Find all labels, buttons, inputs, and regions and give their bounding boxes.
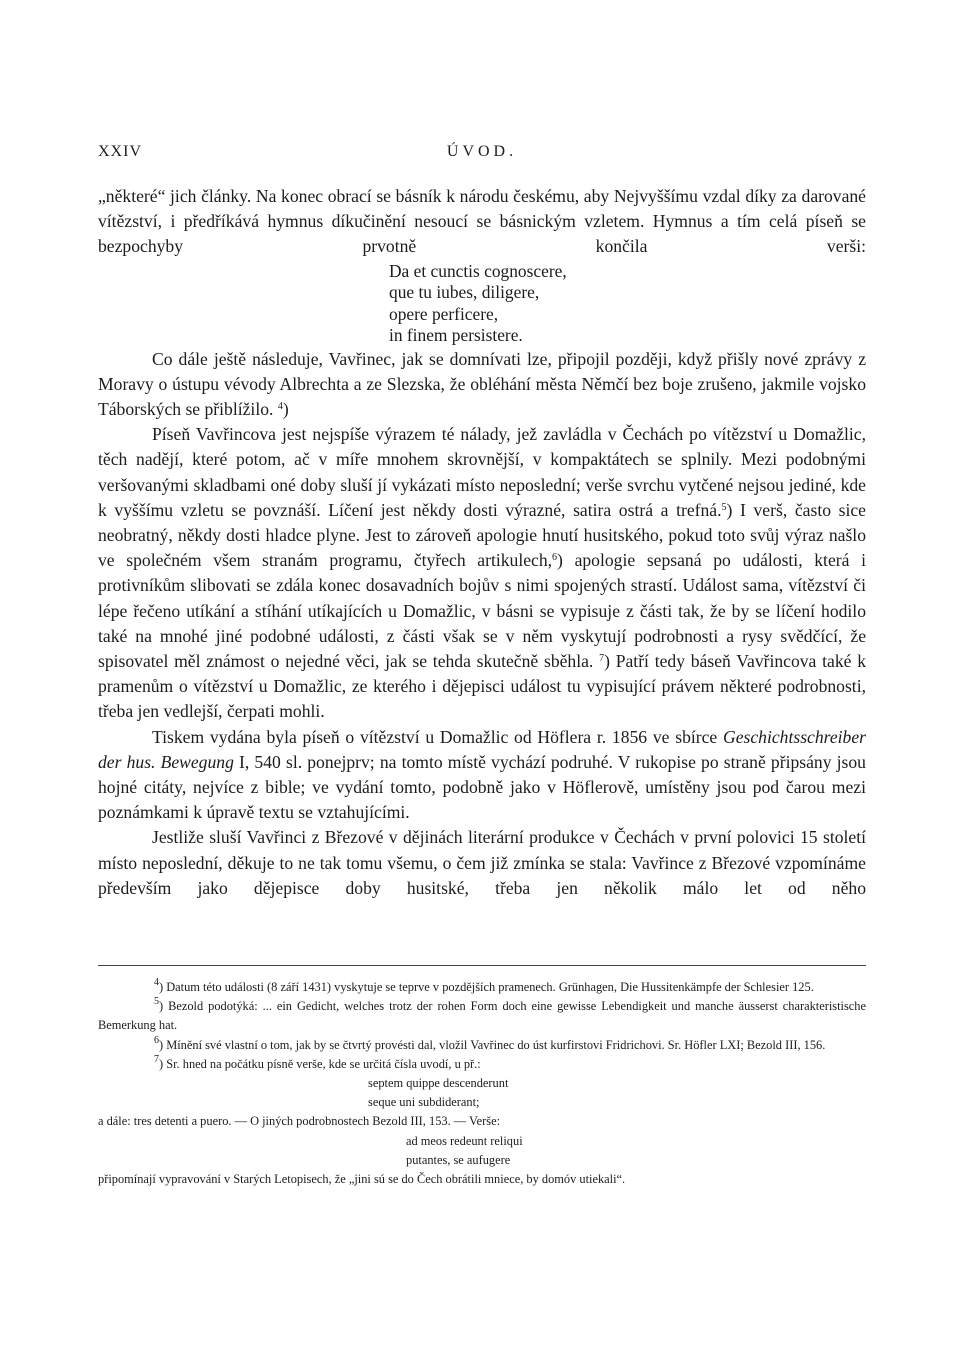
footnote-ref-close: ) xyxy=(282,399,289,420)
footnote-7-end: připomínají vypravování v Starých Letopisech, že „jini sú se do Čech obrátili mniece, by domóv utiekali“. xyxy=(98,1172,626,1187)
paragraph-3-text-a: Píseň Vavřincova jest nejspíše výrazem té nálady, jež zavládla v Čechách po vítězství u Domažlic, těch nadějí, které potom, ač v míře mnohem skrovnější, v kompaktátech se splnily. Mezi podobnými veršovanými skladbami oné doby sluší jí vykázati místo neposlední; verše svrchu vytčené nejsou jediné, kde k vyššímu vzletu se povznáší. Líčení jest někdy dosti výrazné, satira ostrá a trefná. xyxy=(98,424,866,520)
paragraph-4 xyxy=(98,725,866,826)
footnote-verse-line: septem quippe descenderunt xyxy=(368,1076,509,1091)
verse-line: que tu iubes, diligere, xyxy=(389,282,540,303)
footnote-ref-5: 5 xyxy=(721,501,727,513)
footnotes xyxy=(98,978,866,1189)
footnote-ref-4: 4 xyxy=(277,401,283,413)
footnote-mark: 5 xyxy=(154,996,159,1008)
footnote-text: ) Datum této události (8 září 1431) vyskytuje se teprve v pozdějších pramenech. Grünhagen, Die Hussitenkämpfe der Schlesier 125. xyxy=(159,980,814,994)
footnote-mark: 7 xyxy=(154,1053,159,1065)
footnote-4 xyxy=(98,978,866,997)
paragraph-3-text-c: ) apologie sepsaná po události, která i protivníkům slibovati se zdála konec dosavadních bojův s nimi spojených strastí. Událost sama, vítězství či lépe řečeno utíkání a stíhání utíkajících u Domažlic, v básni se vypisuje z části tak, že by se líčení hodilo také na mnohé jiné podobné události, z části však se v něm vyskytují podrobnosti a rysy svědčící, že spisovatel měl známost o nejedné věci, jak se tehda skutečně sběhla. xyxy=(98,550,866,672)
page-number: XXIV xyxy=(98,143,142,160)
footnote-ref-6: 6 xyxy=(552,552,558,564)
paragraph-2-text: Co dále ještě následuje, Vavřinec, jak se domnívati lze, připojil později, když přišly nové zprávy z Moravy o ústupu vévody Albrechta a ze Slezska, že obléhání města Němčí bez boje zrušeno, jakmile vojsko Táborských se přiblížilo. xyxy=(98,348,866,420)
main-text xyxy=(98,184,866,901)
footnote-7 xyxy=(98,1055,866,1074)
footnote-text: ) Sr. hned na počátku písně verše, kde se určitá čísla uvodí, u př.: xyxy=(159,1056,481,1071)
footnote-7-continued: a dále: tres detenti a puero. — O jiných podrobnostech Bezold III, 153. — Verše: xyxy=(98,1114,501,1129)
footnote-ref-7: 7 xyxy=(599,653,605,665)
page-header xyxy=(98,143,866,167)
verse-line: opere perficere, xyxy=(389,303,499,324)
paragraph-4-text-a: Tiskem vydána byla píseň o vítězství u Domažlic od Höflera r. 1856 ve sbírce xyxy=(152,726,718,747)
footnote-verse-line: seque uni subdiderant; xyxy=(368,1095,480,1110)
footnote-6 xyxy=(98,1036,866,1055)
footnote-verse-line: putantes, se aufugere xyxy=(406,1152,511,1167)
paragraph-3 xyxy=(98,422,866,724)
footnote-5 xyxy=(98,997,866,1035)
footnote-text: ) Mínění své vlastní o tom, jak by se čtvrtý provésti dal, vložil Vavřinec do úst kurfirstovi Fridrichovi. Sr. Höfler LXI; Bezold III, 156. xyxy=(159,1037,826,1052)
running-title: ÚVOD. xyxy=(446,143,518,160)
footnote-mark: 4 xyxy=(154,977,159,988)
footnote-separator xyxy=(98,965,866,966)
book-title: Geschichtsschreiber der hus. Bewegung xyxy=(98,726,866,772)
footnote-text: ) Bezold podotýká: ... ein Gedicht, welches trotz der rohen Form doch eine gewisse Lebendigkeit und manche äusserst charakteristische Bemerkung hat. xyxy=(98,999,866,1033)
verse-line: in finem persistere. xyxy=(389,325,523,346)
paragraph-5: Jestliže sluší Vavřinci z Březové v dějinách literární produkce v Čechách v první polovici 15 století místo neposlední, děkuje to ne tak tomu všemu, o čem již zmínka se stala: Vavřince z Březové vzpomínáme především jako dějepisce doby husitské, třeba jen několik málo let od něho xyxy=(98,827,866,898)
footnote-mark: 6 xyxy=(154,1034,159,1046)
paragraph-1: „některé“ jich články. Na konec obrací se básník k národu českému, aby Nejvyššímu vzdal díky za darované vítězství, i předříkává hymnus díkučinění nesoucí se básnickým vzletem. Hymnus a tím celá píseň se bezpochyby prvotně končila verši: xyxy=(98,186,866,257)
verse-line: Da et cunctis cognoscere, xyxy=(389,260,567,281)
latin-verse xyxy=(389,261,866,347)
paragraph-4-text-b: I, 540 sl. ponejprv; na tomto místě vychází podruhé. V rukopise po straně připsány jsou hojné citáty, nejvíce z bible; ve vydání tomto, podobně jako v Höflerově, umístěny jsou pod čarou mezi poznámkami k úpravě textu se vztahujícími. xyxy=(98,751,866,823)
paragraph-3-text-b: ) I verš, často sice neobratný, někdy dosti hladce plyne. Jest to zároveň apologie hnutí husitského, pokud toto svůj výraz našlo ve společném všem stranám programu, čtyřech artikulech, xyxy=(98,499,866,571)
paragraph-2 xyxy=(98,347,866,423)
paragraph-3-text-d: ) Patří tedy báseň Vavřincova také k pramenům o vítězství u Domažlic, ze kterého i dějepisci událost tu vypisující právem některé podrobnosti, třeba jen vedlejší, čerpati mohli. xyxy=(98,651,866,722)
footnote-verse-line: ad meos redeunt reliqui xyxy=(406,1133,523,1148)
